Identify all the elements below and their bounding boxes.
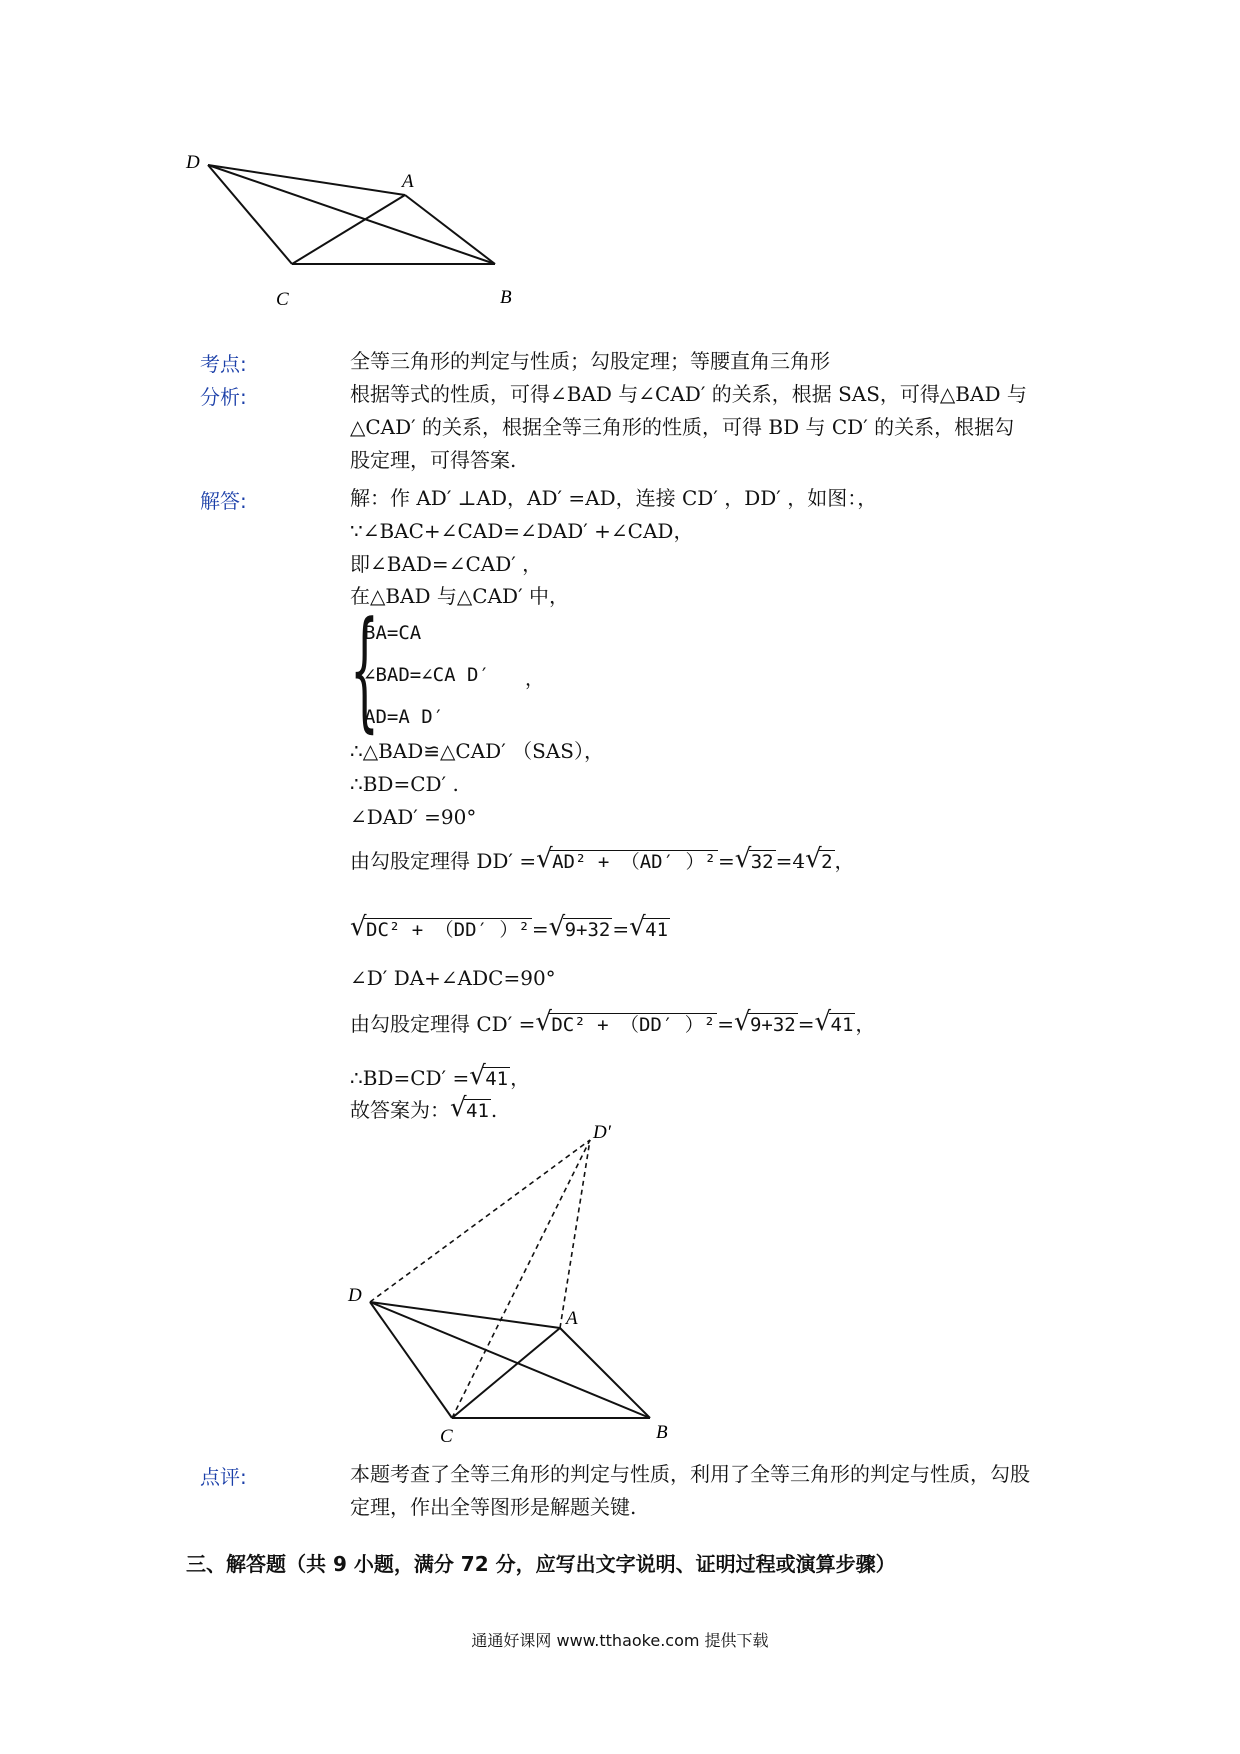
sqrt-8: √ 9+32 [733, 1007, 796, 1037]
eq4-suffix: ， [510, 1066, 531, 1090]
page-footer: 通通好课网 www.tthaoke.com 提供下载 [471, 1631, 769, 1650]
fenxi-line-2: △CAD′ 的关系，根据全等三角形的性质，可得 BD 与 CD′ 的关系，根据勾 [350, 415, 1015, 439]
jieda-label: 解答: [200, 489, 247, 513]
label-D-prime: D′ [593, 1122, 611, 1143]
jieda-line-1: 解：作 AD′ ⊥AD，AD′ =AD，连接 CD′ ，DD′ ，如图：， [350, 486, 878, 510]
label-A2: A [566, 1308, 578, 1329]
jieda-line-3: 即∠BAD=∠CAD′ ， [350, 552, 543, 576]
eq4-prefix: ∴BD=CD′ = [350, 1066, 470, 1090]
sqrt-9: √ 41 [814, 1007, 854, 1037]
equation-dc-dd [350, 913, 670, 947]
eq2-eq2: = [612, 917, 630, 941]
dianping-line-1: 本题考查了全等三角形的判定与性质，利用了全等三角形的判定与性质，勾股 [350, 1462, 1030, 1486]
eq3-eq: = [717, 1012, 734, 1036]
section-3-title: 三、解答题（共 9 小题，满分 72 分，应写出文字说明、证明过程或演算步骤） [186, 1552, 896, 1576]
jieda-line-2: ∵∠BAC+∠CAD=∠DAD′ +∠CAD， [350, 519, 694, 543]
system-comma: ， [525, 668, 545, 690]
eq3-suffix: ， [855, 1012, 876, 1036]
eq5-prefix: 故答案为： [350, 1098, 450, 1122]
system-row-2: ∠BAD=∠CA D′ [364, 664, 490, 686]
fenxi-line-3: 股定理，可得答案. [350, 448, 517, 472]
jieda-line-6: ∴BD=CD′ . [350, 772, 459, 796]
equation-cd-prime [350, 1008, 875, 1042]
kaodian-text: 全等三角形的判定与性质；勾股定理；等腰直角三角形 [350, 349, 830, 373]
eq1-suffix: ， [834, 849, 855, 873]
fenxi-line-1: 根据等式的性质，可得∠BAD 与∠CAD′ 的关系，根据 SAS，可得△BAD 与 [350, 382, 1027, 406]
label-D2: D [348, 1285, 362, 1306]
label-D: D [186, 152, 200, 173]
dianping-label: 点评: [200, 1465, 247, 1489]
equation-dd-prime [350, 845, 855, 879]
label-C2: C [440, 1426, 453, 1447]
label-B2: B [656, 1422, 668, 1443]
equation-bd-cd [350, 1062, 530, 1096]
figure-quadrilateral-1 [180, 145, 520, 315]
sqrt-7: √ DC² + （DD′ ）² [535, 1007, 716, 1037]
dianping-line-2: 定理，作出全等图形是解题关键. [350, 1495, 637, 1519]
eq3-prefix: 由勾股定理得 CD′ = [350, 1012, 536, 1036]
eq1-mid: =4 [775, 849, 806, 873]
eq1-prefix: 由勾股定理得 DD′ = [350, 849, 537, 873]
sqrt-4: √ DC² + （DD′ ）² [350, 912, 530, 942]
eq5-suffix: . [490, 1098, 498, 1122]
jieda-line-7: ∠DAD′ =90° [350, 805, 477, 829]
figure-quadrilateral-2 [340, 1118, 700, 1450]
system-row-1: BA=CA [364, 622, 422, 644]
label-A: A [402, 171, 414, 192]
label-B: B [500, 287, 512, 308]
sqrt-3: √ 2 [805, 844, 833, 874]
label-C: C [276, 289, 289, 310]
left-brace: { [350, 593, 379, 745]
jieda-line-5: ∴△BAD≌△CAD′ （SAS）， [350, 739, 604, 763]
eq2-eq: = [531, 917, 549, 941]
jieda-line-4: 在△BAD 与△CAD′ 中， [350, 584, 569, 608]
sqrt-5: √ 9+32 [548, 912, 611, 942]
jieda-angle-line: ∠D′ DA+∠ADC=90° [350, 966, 556, 990]
sqrt-2: √ 32 [734, 844, 774, 874]
fenxi-label: 分析: [200, 385, 247, 409]
sqrt-1: √ AD² + （AD′ ）² [536, 844, 716, 874]
sqrt-10: √ 41 [469, 1061, 509, 1091]
sqrt-6: √ 41 [629, 912, 669, 942]
eq1-eq: = [717, 849, 735, 873]
system-row-3: AD=A D′ [364, 706, 445, 728]
kaodian-label: 考点: [200, 352, 247, 376]
eq3-eq2: = [797, 1012, 815, 1036]
sqrt-11: √ 41 [450, 1093, 489, 1123]
